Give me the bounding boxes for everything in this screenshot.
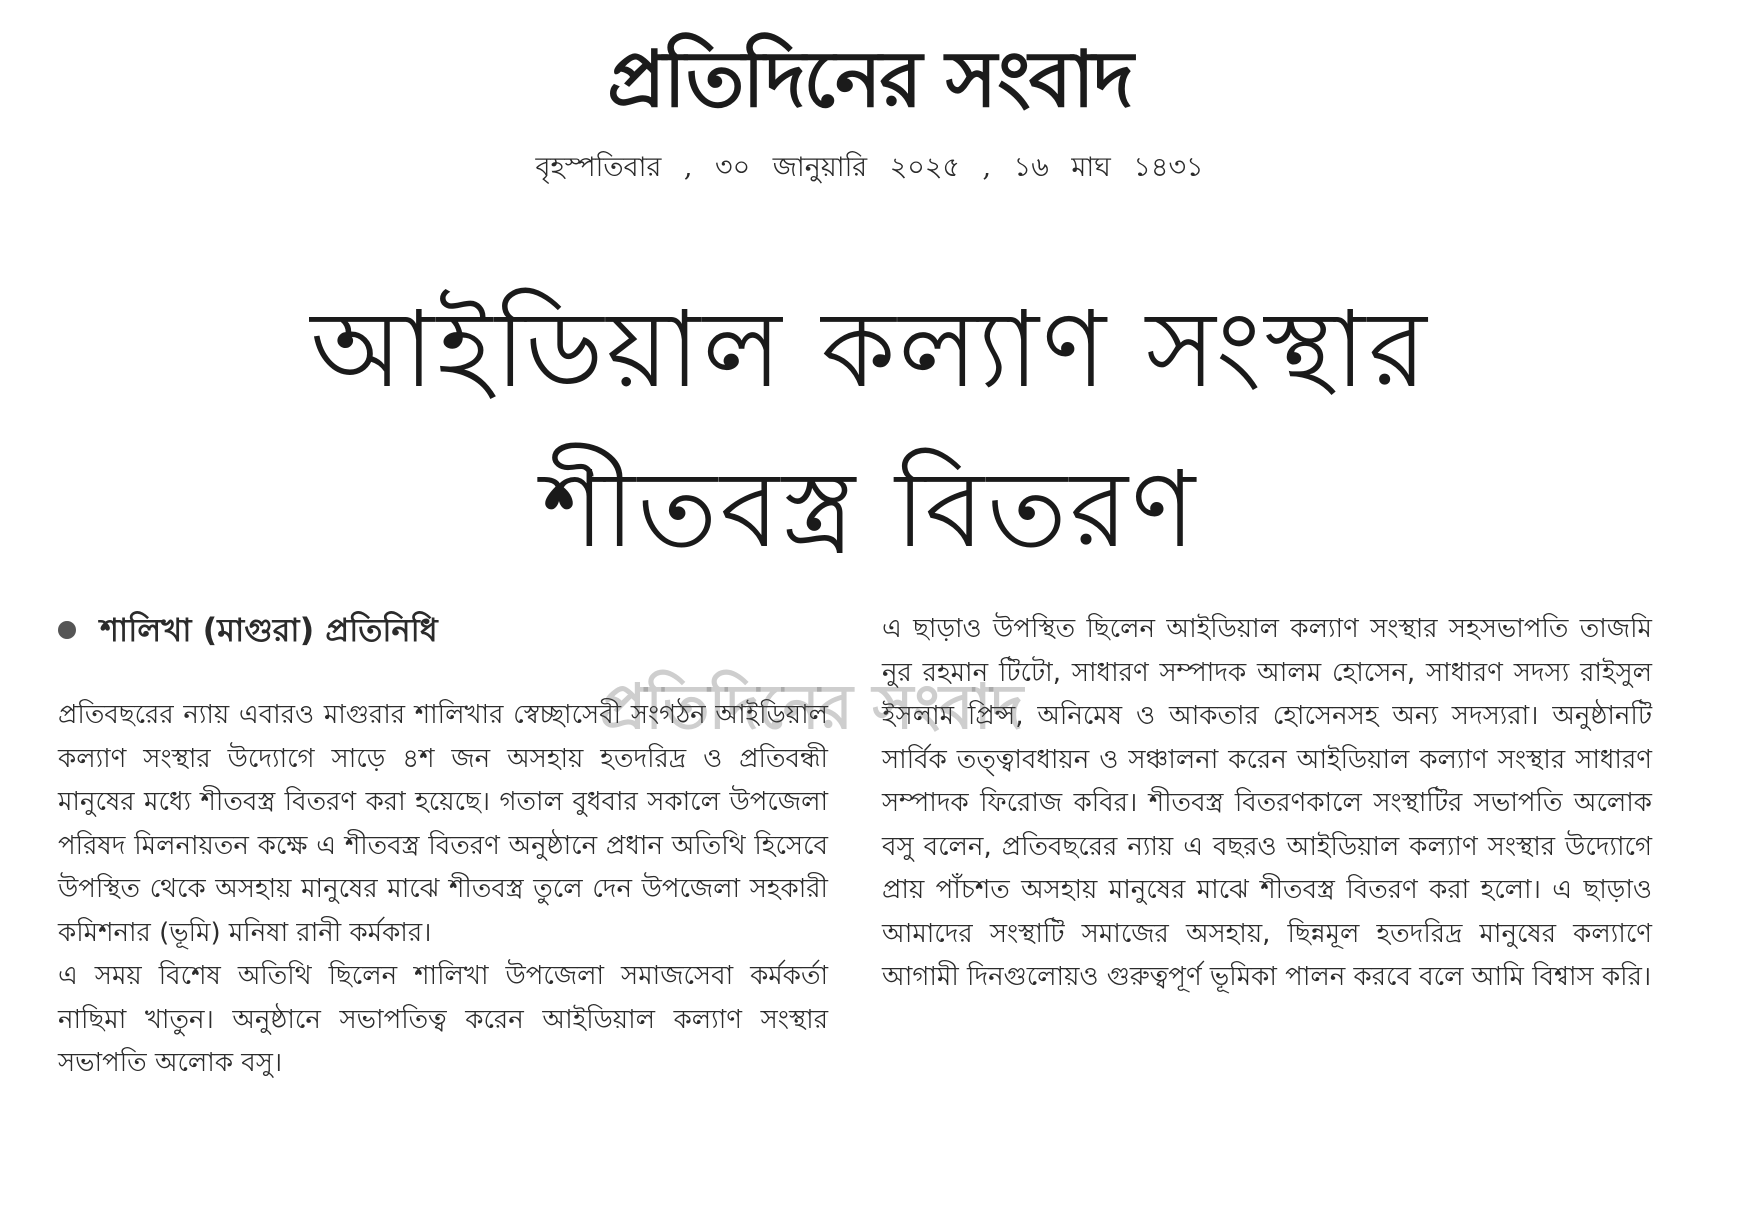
article-paragraph: এ ছাড়াও উপস্থিত ছিলেন আইডিয়াল কল্যাণ সংস্থার সহসভাপতি তাজমি নুর রহমান টিটো, সাধারণ সম্পাদক আলম হোসেন, সাধারণ সদস্য রাইসুল ইসলাম প্রিন্স, অনিমেষ ও আকতার হোসেনসহ অন্য সদস্যরা। অনুষ্ঠানটি সার্বিক তত্ত্বাবধায়ন ও সঞ্চালনা করেন আইডিয়াল কল্যাণ সংস্থার সাধারণ সম্পাদক ফিরোজ কবির। শীতবস্ত্র বিতরণকালে সংস্থাটির সভাপতি অলোক বসু বলেন, প্রতিবছরের ন্যায় এ বছরও আইডিয়াল কল্যাণ সংস্থার উদ্যোগে প্রায় পাঁচশত অসহায় মানুষের মাঝে শীতবস্ত্র বিতরণ করা হলো। এ ছাড়াও আমাদের সংস্থাটি সমাজের অসহায়, ছিন্নমূল হতদরিদ্র মানুষের কল্যাণে আগামী দিনগুলোয়ও গুরুত্বপূর্ণ ভূমিকা পালন করবে বলে আমি বিশ্বাস করি।	[882, 614, 1652, 992]
article-column-right	[882, 608, 1652, 1000]
article-headline	[100, 270, 1640, 590]
dateline: বৃহস্পতিবার , ৩০ জানুয়ারি ২০২৫ , ১৬ মাঘ ১৪৩১	[535, 152, 1204, 183]
headline-line-1: আইডিয়াল কল্যাণ সংস্থার	[310, 288, 1430, 411]
newspaper-watermark: প্রতিদিনের সংবাদ	[600, 670, 1023, 743]
byline	[58, 605, 438, 655]
article-column-left	[58, 694, 828, 1086]
bullet-icon	[58, 621, 76, 639]
article-paragraph: প্রতিবছরের ন্যায় এবারও মাগুরার শালিখার স্বেচ্ছাসেবী সংগঠন আইডিয়াল কল্যাণ সংস্থার উদ্যোগে সাড়ে ৪শ জন অসহায় হতদরিদ্র ও প্রতিবন্ধী মানুষের মধ্যে শীতবস্ত্র বিতরণ করা হয়েছে। গতাল বুধবার সকালে উপজেলা পরিষদ মিলনায়তন কক্ষে এ শীতবস্ত্র বিতরণ অনুষ্ঠানে প্রধান অতিথি হিসেবে উপস্থিত থেকে অসহায় মানুষের মাঝে শীতবস্ত্র তুলে দেন উপজেলা সহকারী কমিশনার (ভূমি) মনিষা রানী কর্মকার।	[58, 700, 828, 948]
masthead-title-part2: বাদ	[1028, 35, 1132, 125]
headline-line-2: শীতবস্ত্র বিতরণ	[541, 448, 1199, 571]
newspaper-masthead	[0, 30, 1739, 130]
masthead-title-part1: প্রতিদিনের স	[607, 35, 1029, 125]
byline-text: শালিখা (মাগুরা) প্রতিনিধি	[100, 611, 438, 649]
article-paragraph: এ সময় বিশেষ অতিথি ছিলেন শালিখা উপজেলা সমাজসেবা কর্মকর্তা নাছিমা খাতুন। অনুষ্ঠানে সভাপতিত্ব করেন আইডিয়াল কল্যাণ সংস্থার সভাপতি অলোক বসু।	[58, 961, 828, 1078]
